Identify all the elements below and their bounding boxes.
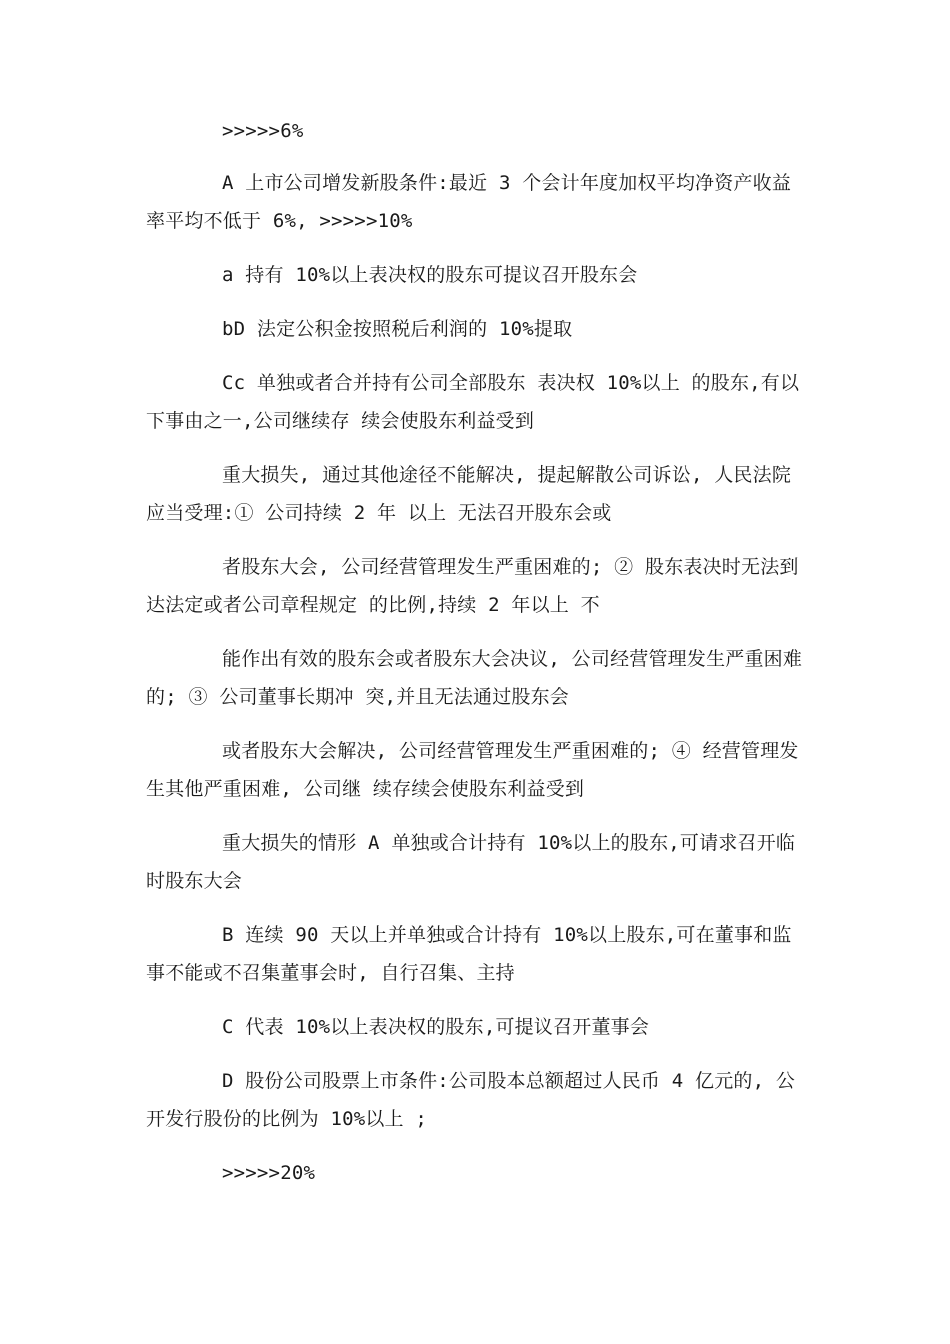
paragraph-dissolution-suit: Cc 单独或者合并持有公司全部股东 表决权 10%以上 的股东,有以下事由之一,公司继续存 续会使股东利益受到: [146, 372, 800, 432]
paragraph-propose-board-meeting: C 代表 10%以上表决权的股东,可提议召开董事会: [222, 1016, 650, 1038]
paragraph-self-convene: B 连续 90 天以上并单独或合计持有 10%以上股东,可在董事和监事不能或不召集董事会时, 自行召集、主持: [146, 924, 792, 984]
paragraph-interim-meeting-request: 重大损失的情形 A 单独或合计持有 10%以上的股东,可请求召开临时股东大会: [146, 832, 796, 892]
paragraph-director-conflict: 能作出有效的股东会或者股东大会决议, 公司经营管理发生严重困难的; ③ 公司董事长期冲 突,并且无法通过股东会: [146, 648, 803, 708]
paragraph-statutory-reserve: bD 法定公积金按照税后利润的 10%提取: [222, 318, 573, 340]
paragraph-other-difficulties: 或者股东大会解决, 公司经营管理发生严重困难的; ④ 经营管理发生其他严重困难, 公司继 续存续会使股东利益受到: [146, 740, 799, 800]
paragraph-court-acceptance: 重大损失, 通过其他途径不能解决, 提起解散公司诉讼, 人民法院应当受理:① 公司持续 2 年 以上 无法召开股东会或: [146, 464, 792, 524]
paragraph-threshold-6: >>>>>6%: [222, 120, 304, 142]
paragraph-threshold-20: >>>>>20%: [222, 1162, 316, 1184]
paragraph-new-share-issue: A 上市公司增发新股条件:最近 3 个会计年度加权平均净资产收益率平均不低于 6%, >>>>>10%: [146, 172, 792, 232]
paragraph-propose-shareholder-meeting: a 持有 10%以上表决权的股东可提议召开股东会: [222, 264, 638, 286]
paragraph-voting-deadlock: 者股东大会, 公司经营管理发生严重困难的; ② 股东表决时无法到达法定或者公司章程规定 的比例,持续 2 年以上 不: [146, 556, 799, 616]
paragraph-listing-conditions: D 股份公司股票上市条件:公司股本总额超过人民币 4 亿元的, 公开发行股份的比例为 10%以上 ;: [146, 1070, 796, 1130]
